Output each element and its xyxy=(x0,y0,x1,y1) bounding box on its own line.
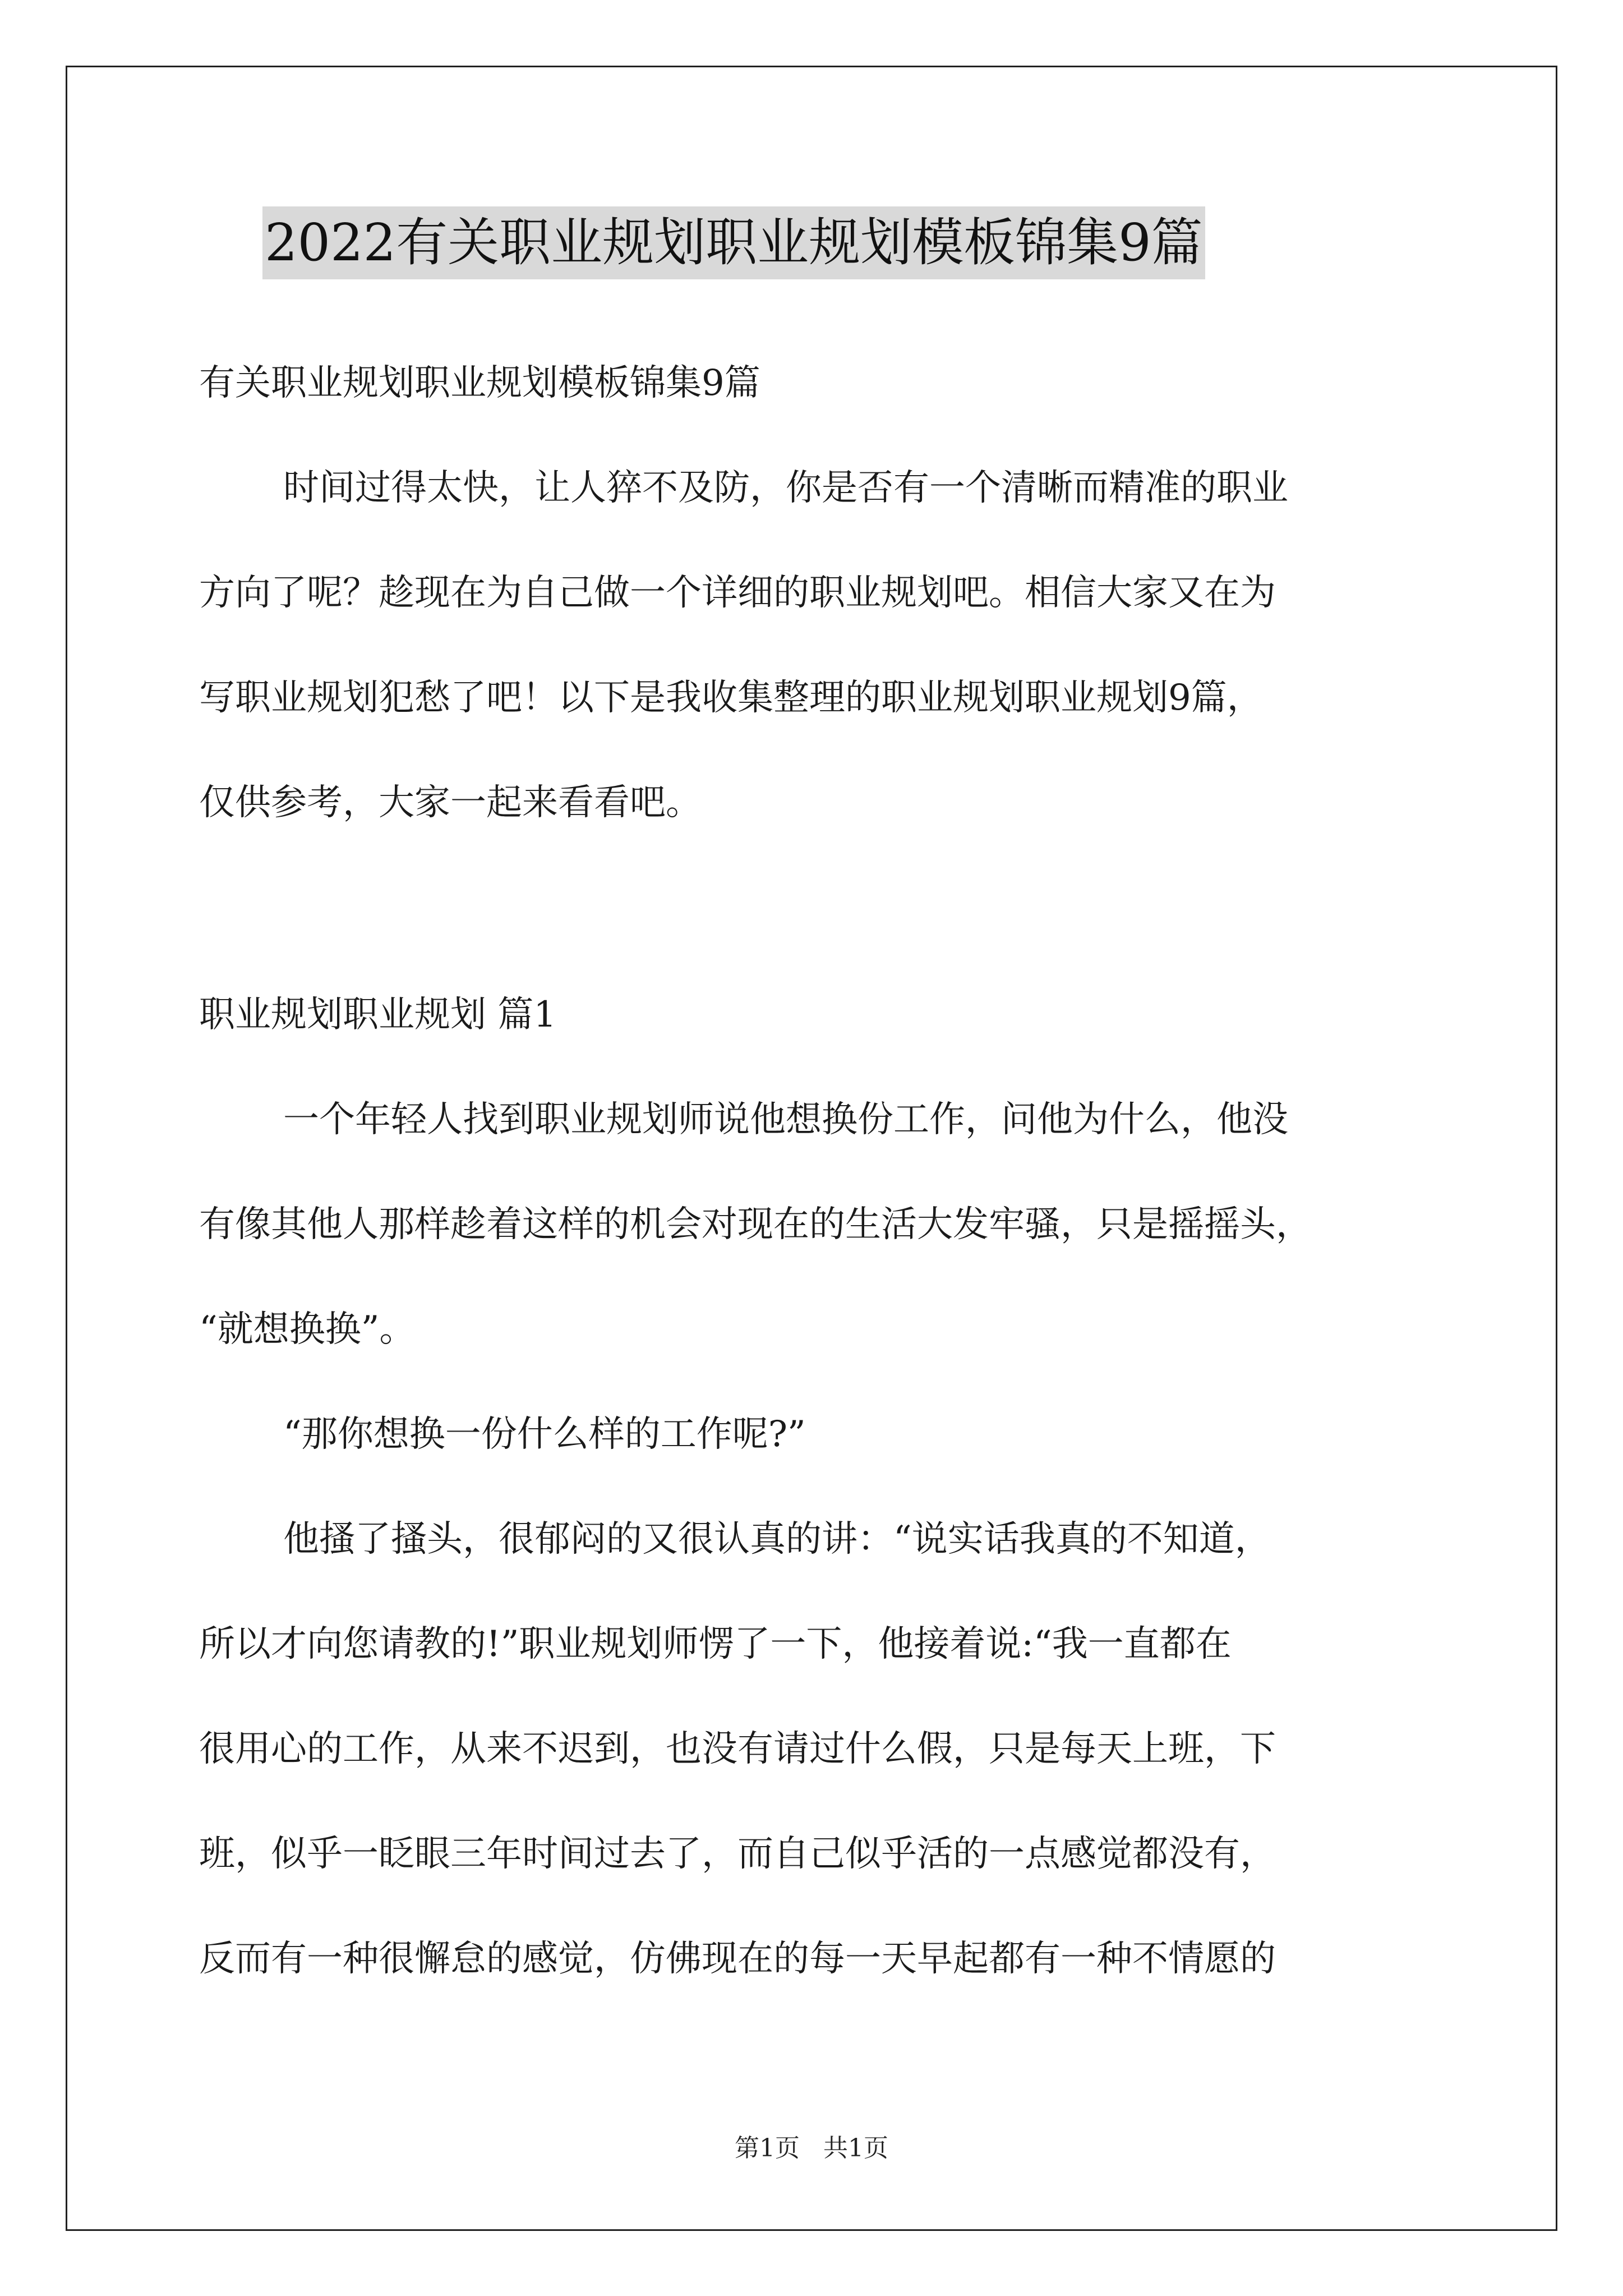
document-title: 2022有关职业规划职业规划模板锦集9篇 xyxy=(262,206,1205,279)
body-line-2: 有像其他人那样趁着这样的机会对现在的生活大发牢骚，只是摇摇头， xyxy=(199,1204,1312,1245)
body-line-8: 班，似乎一眨眼三年时间过去了，而自己似乎活的一点感觉都没有， xyxy=(199,1833,1276,1875)
body-line-9: 反而有一种很懈怠的感觉，仿佛现在的每一天早起都有一种不情愿的 xyxy=(199,1938,1276,1980)
document-subtitle: 有关职业规划职业规划模板锦集9篇 xyxy=(199,362,760,404)
body-line-1: 一个年轻人找到职业规划师说他想换份工作，问他为什么，他没 xyxy=(283,1099,1288,1140)
intro-line-4: 仅供参考，大家一起来看看吧。 xyxy=(199,782,702,823)
body-line-3: “就想换换”。 xyxy=(199,1309,416,1350)
page-footer: 第1页 共1页 xyxy=(735,2134,888,2162)
section-heading: 职业规划职业规划 篇1 xyxy=(199,994,557,1036)
intro-line-2: 方向了呢？趁现在为自己做一个详细的职业规划吧。相信大家又在为 xyxy=(199,572,1276,614)
body-line-4: “那你想换一份什么样的工作呢?” xyxy=(283,1414,806,1455)
intro-line-1: 时间过得太快，让人猝不及防，你是否有一个清晰而精准的职业 xyxy=(283,467,1288,509)
body-line-5: 他搔了搔头，很郁闷的又很认真的讲：“说实话我真的不知道， xyxy=(283,1519,1271,1560)
body-line-7: 很用心的工作，从来不迟到，也没有请过什么假，只是每天上班，下 xyxy=(199,1728,1276,1770)
intro-line-3: 写职业规划犯愁了吧！以下是我收集整理的职业规划职业规划9篇， xyxy=(199,677,1263,719)
body-line-6: 所以才向您请教的!”职业规划师愣了一下，他接着说:“我一直都在 xyxy=(199,1623,1232,1665)
